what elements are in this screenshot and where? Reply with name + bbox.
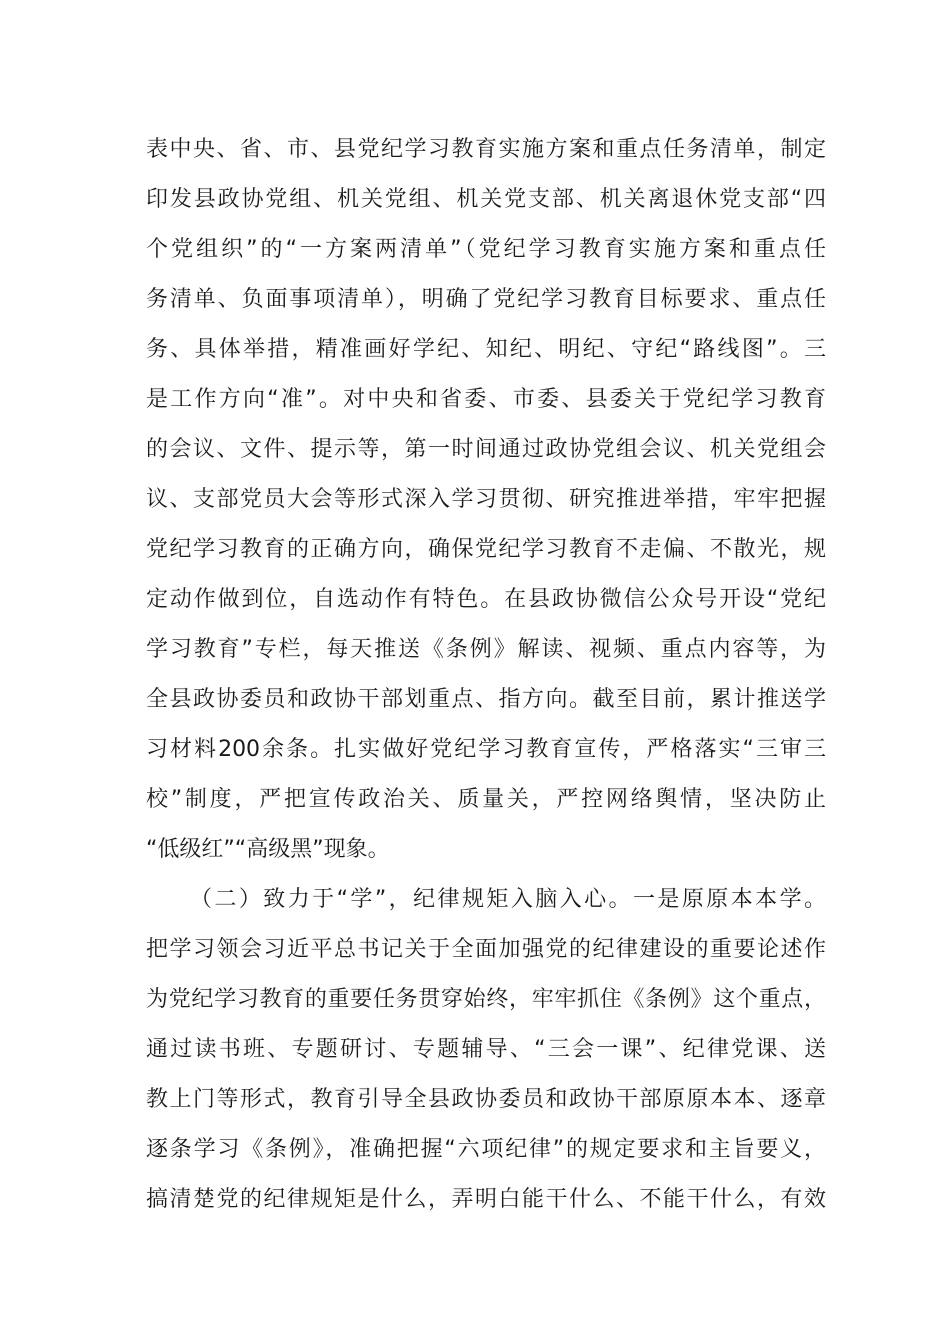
text-line: 通过读书班、专题研讨、专题辅导、“三会一课”、纪律党课、送	[146, 1037, 826, 1062]
text-line: 务、具体举措，精准画好学纪、知纪、明纪、守纪“路线图”。三	[146, 337, 826, 362]
text-line: 逐条学习《条例》，准确把握“六项纪律”的规定要求和主旨要义，	[146, 1137, 826, 1162]
text-line: 的会议、文件、提示等，第一时间通过政协党组会议、机关党组会	[146, 437, 826, 462]
text-line: 全县政协委员和政协干部划重点、指方向。截至目前，累计推送学	[146, 687, 826, 712]
text-line: 搞清楚党的纪律规矩是什么，弄明白能干什么、不能干什么，有效	[146, 1187, 826, 1212]
text-line: 教上门等形式，教育引导全县政协委员和政协干部原原本本、逐章	[146, 1087, 826, 1112]
text-line: 习材料200余条。扎实做好党纪学习教育宣传，严格落实“三审三	[146, 737, 826, 762]
text-line: 定动作做到位，自选动作有特色。在县政协微信公众号开设“党纪	[146, 587, 826, 612]
text-line: 印发县政协党组、机关党组、机关党支部、机关离退休党支部“四	[146, 187, 826, 212]
text-line: 学习教育”专栏，每天推送《条例》解读、视频、重点内容等，为	[146, 637, 826, 662]
text-line: 把学习领会习近平总书记关于全面加强党的纪律建设的重要论述作	[146, 937, 826, 962]
text-line: 表中央、省、市、县党纪学习教育实施方案和重点任务清单，制定	[146, 137, 826, 162]
text-line: 党纪学习教育的正确方向，确保党纪学习教育不走偏、不散光，规	[146, 537, 826, 562]
text-line: “低级红”“高级黑”现象。	[146, 837, 390, 862]
text-line: 为党纪学习教育的重要任务贯穿始终，牢牢抓住《条例》这个重点，	[146, 987, 826, 1012]
text-line: 校”制度，严把宣传政治关、质量关，严控网络舆情，坚决防止	[146, 787, 826, 812]
text-line: 务清单、负面事项清单），明确了党纪学习教育目标要求、重点任	[146, 287, 826, 312]
text-line: 议、支部党员大会等形式深入学习贯彻、研究推进举措，牢牢把握	[146, 487, 826, 512]
section-heading-line: （二）致力于“学”，纪律规矩入脑入心。一是原原本本学。	[190, 887, 826, 912]
text-line: 是工作方向“准”。对中央和省委、市委、县委关于党纪学习教育	[146, 387, 826, 412]
text-line: 个党组织”的“一方案两清单”（党纪学习教育实施方案和重点任	[146, 237, 826, 262]
